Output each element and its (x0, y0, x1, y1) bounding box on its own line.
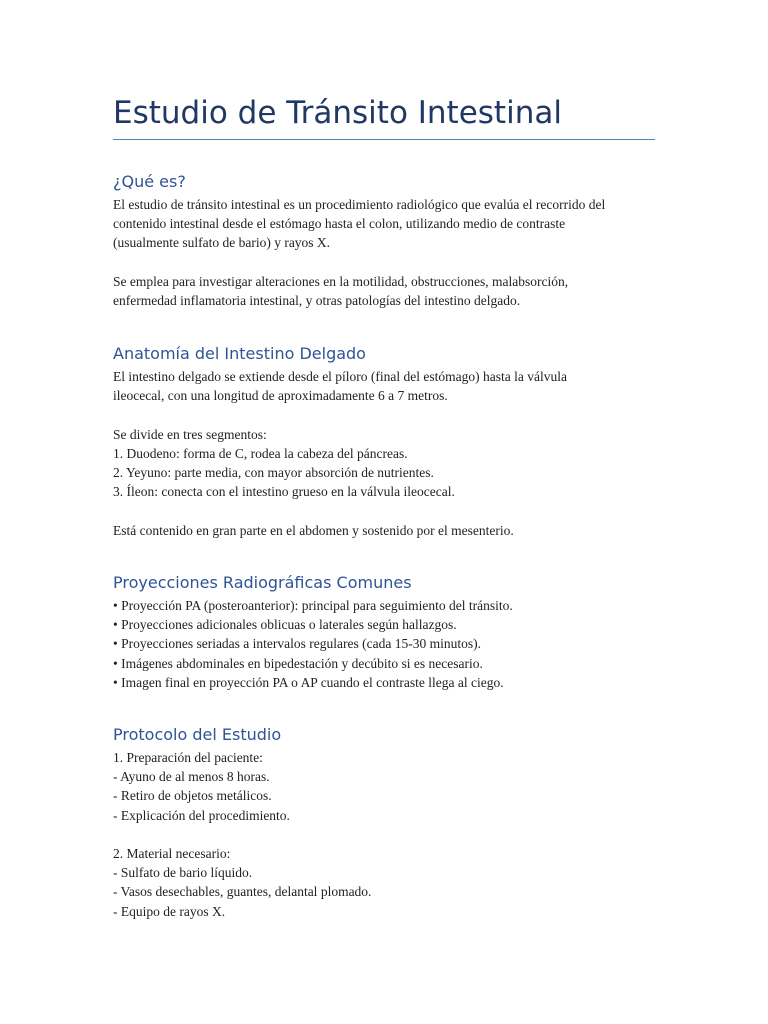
text-line: Está contenido en gran parte en el abdomen y sostenido por el mesenterio. (113, 522, 514, 538)
paragraph (113, 272, 655, 310)
list-item: • Proyecciones seriadas a intervalos regulares (cada 15-30 minutos). (113, 636, 481, 652)
list-item: • Proyecciones adicionales oblicuas o laterales según hallazgos. (113, 617, 457, 633)
paragraph (113, 844, 655, 921)
text-line: contenido intestinal desde el estómago hasta el colon, utilizando medio de contraste (113, 216, 566, 232)
list-item: • Imágenes abdominales en bipedestación y decúbito si es necesario. (113, 655, 483, 671)
paragraph (113, 195, 655, 253)
paragraph (113, 425, 655, 502)
title-underline (113, 139, 655, 140)
text-line: Se divide en tres segmentos: (113, 426, 267, 442)
section-heading: Protocolo del Estudio (113, 725, 282, 744)
text-line: - Equipo de rayos X. (113, 903, 226, 919)
text-line: 3. Íleon: conecta con el intestino grueso en la válvula ileocecal. (113, 484, 455, 500)
text-line: enfermedad inflamatoria intestinal, y otras patologías del intestino delgado. (113, 292, 521, 308)
section-heading: Proyecciones Radiográficas Comunes (113, 573, 412, 592)
section-que-es (113, 172, 655, 310)
list-item: • Proyección PA (posteroanterior): principal para seguimiento del tránsito. (113, 598, 513, 613)
text-line: - Vasos desechables, guantes, delantal plomado. (113, 884, 372, 900)
text-line: El intestino delgado se extiende desde el píloro (final del estómago) hasta la válvula (113, 369, 567, 384)
section-proyecciones (113, 573, 655, 692)
text-line: ileocecal, con una longitud de aproximadamente 6 a 7 metros. (113, 388, 448, 404)
section-anatomia (113, 344, 655, 540)
list-item: • Imagen final en proyección PA o AP cuando el contraste llega al ciego. (113, 674, 504, 690)
paragraph (113, 748, 655, 825)
paragraph (113, 367, 655, 405)
section-protocolo (113, 725, 655, 921)
text-line: (usualmente sulfato de bario) y rayos X. (113, 235, 331, 251)
text-line: - Sulfato de bario líquido. (113, 865, 253, 881)
text-line: 1. Duodeno: forma de C, rodea la cabeza del páncreas. (113, 445, 408, 461)
text-line: 1. Preparación del paciente: (113, 750, 263, 765)
text-line: El estudio de tránsito intestinal es un procedimiento radiológico que evalúa el recorrido del (113, 197, 606, 212)
text-line: 2. Yeyuno: parte media, con mayor absorción de nutrientes. (113, 464, 434, 480)
text-line: - Explicación del procedimiento. (113, 807, 290, 823)
text-line: - Ayuno de al menos 8 horas. (113, 769, 270, 785)
section-heading: Anatomía del Intestino Delgado (113, 344, 366, 363)
paragraph (113, 521, 655, 540)
text-line: 2. Material necesario: (113, 845, 231, 861)
section-heading: ¿Qué es? (113, 172, 186, 191)
text-line: Se emplea para investigar alteraciones en la motilidad, obstrucciones, malabsorción, (113, 273, 569, 289)
text-line: - Retiro de objetos metálicos. (113, 788, 272, 804)
document-title: Estudio de Tránsito Intestinal (113, 95, 562, 131)
bullet-list (113, 596, 655, 692)
